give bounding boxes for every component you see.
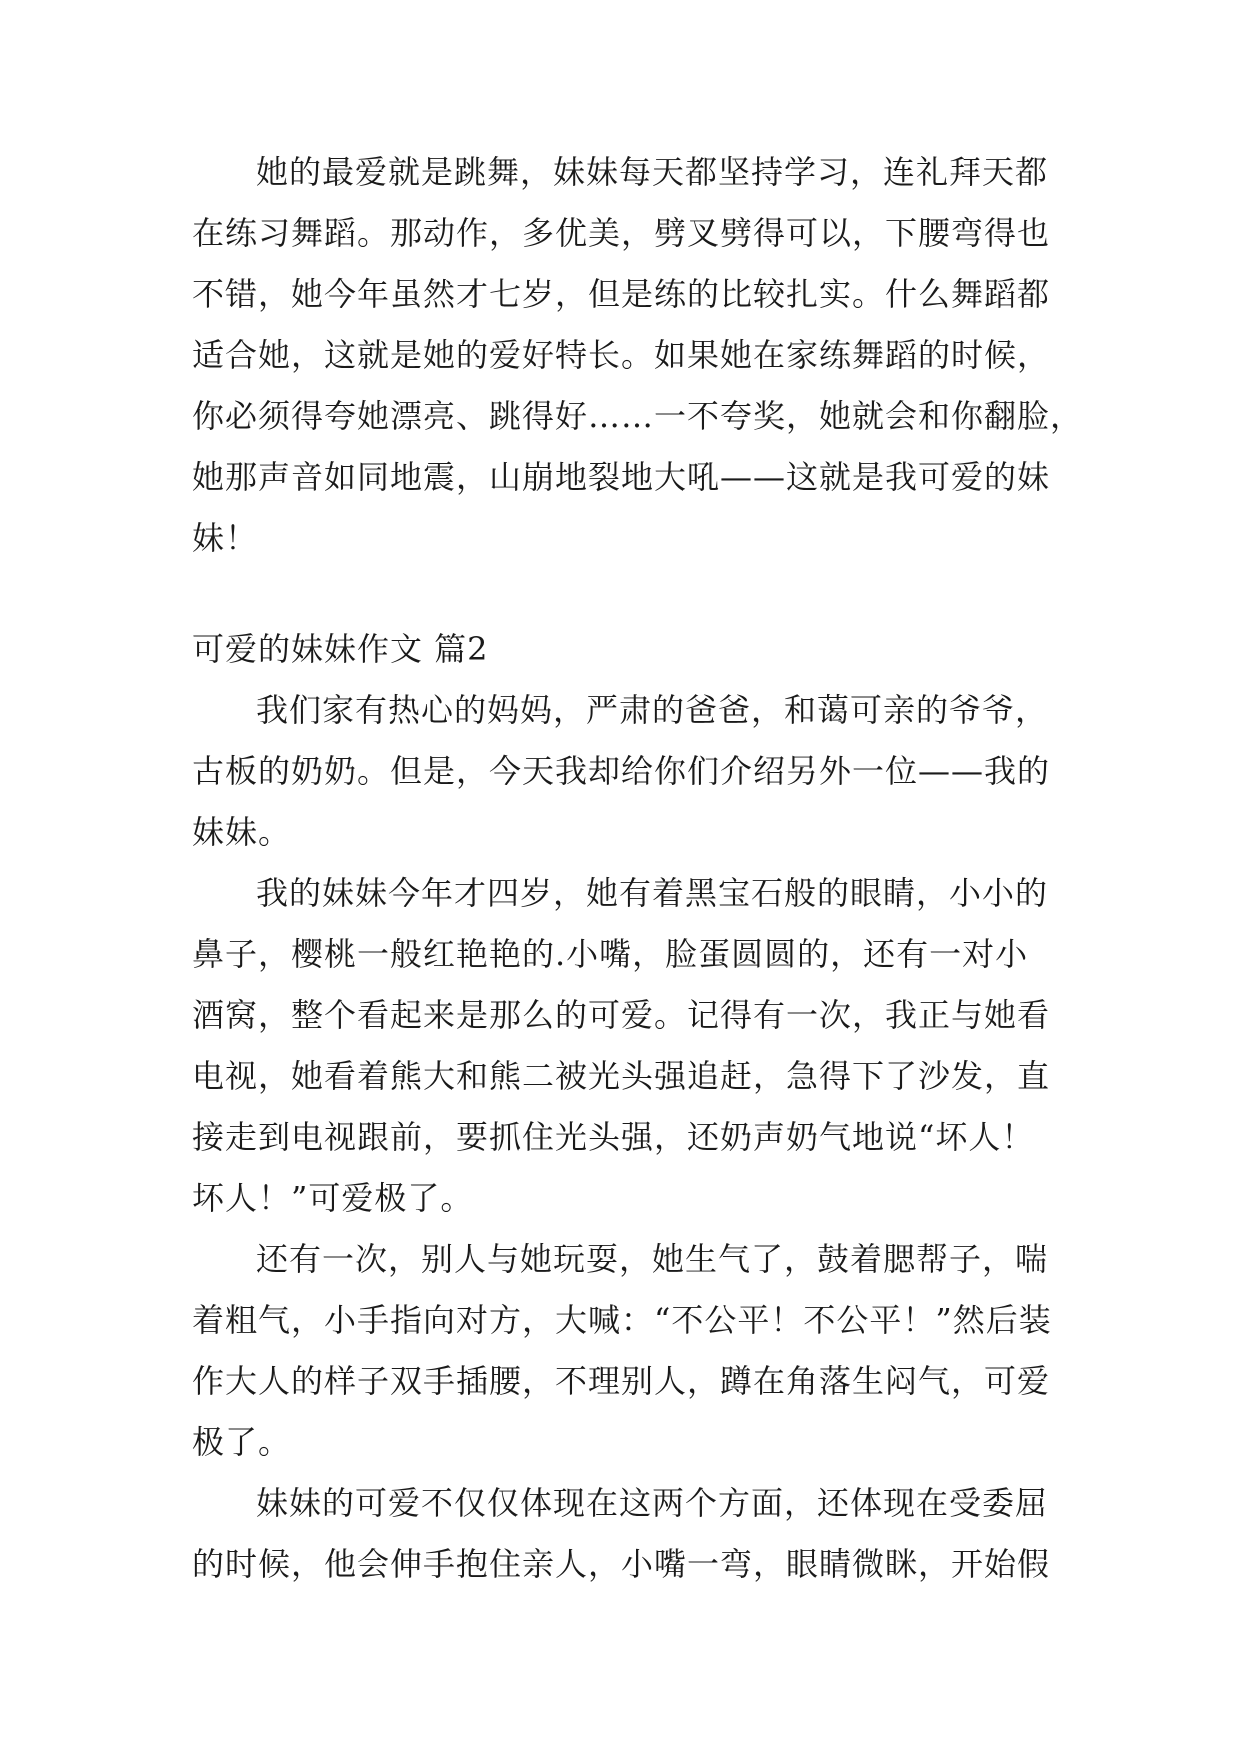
paragraph-line: 她那声音如同地震，山崩地裂地大吼——这就是我可爱的妹 — [192, 458, 1051, 496]
paragraph-line: 极了。 — [192, 1423, 292, 1461]
paragraph-line: 不错，她今年虽然才七岁，但是练的比较扎实。什么舞蹈都 — [192, 275, 1051, 313]
paragraph-line: 坏人！”可爱极了。 — [192, 1179, 474, 1217]
paragraph-line: 妹！ — [192, 519, 259, 557]
paragraph-line: 你必须得夸她漂亮、跳得好……一不夸奖，她就会和你翻脸， — [192, 397, 1084, 435]
paragraph-line: 鼻子，樱桃一般红艳艳的.小嘴，脸蛋圆圆的，还有一对小 — [192, 935, 1029, 973]
paragraph-line: 她的最爱就是跳舞，妹妹每天都坚持学习，连礼拜天都 — [256, 153, 1049, 191]
paragraph-line: 作大人的样子双手插腰，不理别人，蹲在角落生闷气，可爱 — [192, 1362, 1051, 1400]
paragraph-line: 我们家有热心的妈妈，严肃的爸爸，和蔼可亲的爷爷， — [256, 691, 1049, 729]
paragraph-line: 古板的奶奶。但是，今天我却给你们介绍另外一位——我的 — [192, 752, 1051, 790]
paragraph-line: 还有一次，别人与她玩耍，她生气了，鼓着腮帮子，喘 — [256, 1240, 1049, 1278]
paragraph-line: 在练习舞蹈。那动作，多优美，劈叉劈得可以，下腰弯得也 — [192, 214, 1051, 252]
paragraph-line: 酒窝，整个看起来是那么的可爱。记得有一次，我正与她看 — [192, 996, 1051, 1034]
section-heading: 可爱的妹妹作文 篇2 — [192, 630, 489, 668]
paragraph-line: 适合她，这就是她的爱好特长。如果她在家练舞蹈的时候， — [192, 336, 1051, 374]
paragraph-line: 妹妹。 — [192, 813, 292, 851]
paragraph-line: 着粗气，小手指向对方，大喊：“不公平！不公平！”然后装 — [192, 1301, 1052, 1339]
paragraph-line: 妹妹的可爱不仅仅体现在这两个方面，还体现在受委屈 — [256, 1484, 1049, 1522]
paragraph-line: 电视，她看着熊大和熊二被光头强追赶，急得下了沙发，直 — [192, 1057, 1051, 1095]
paragraph-line: 我的妹妹今年才四岁，她有着黑宝石般的眼睛，小小的 — [256, 874, 1049, 912]
paragraph-line: 接走到电视跟前，要抓住光头强，还奶声奶气地说“坏人！ — [192, 1118, 1035, 1156]
paragraph-line: 的时候，他会伸手抱住亲人，小嘴一弯，眼睛微眯，开始假 — [192, 1545, 1051, 1583]
